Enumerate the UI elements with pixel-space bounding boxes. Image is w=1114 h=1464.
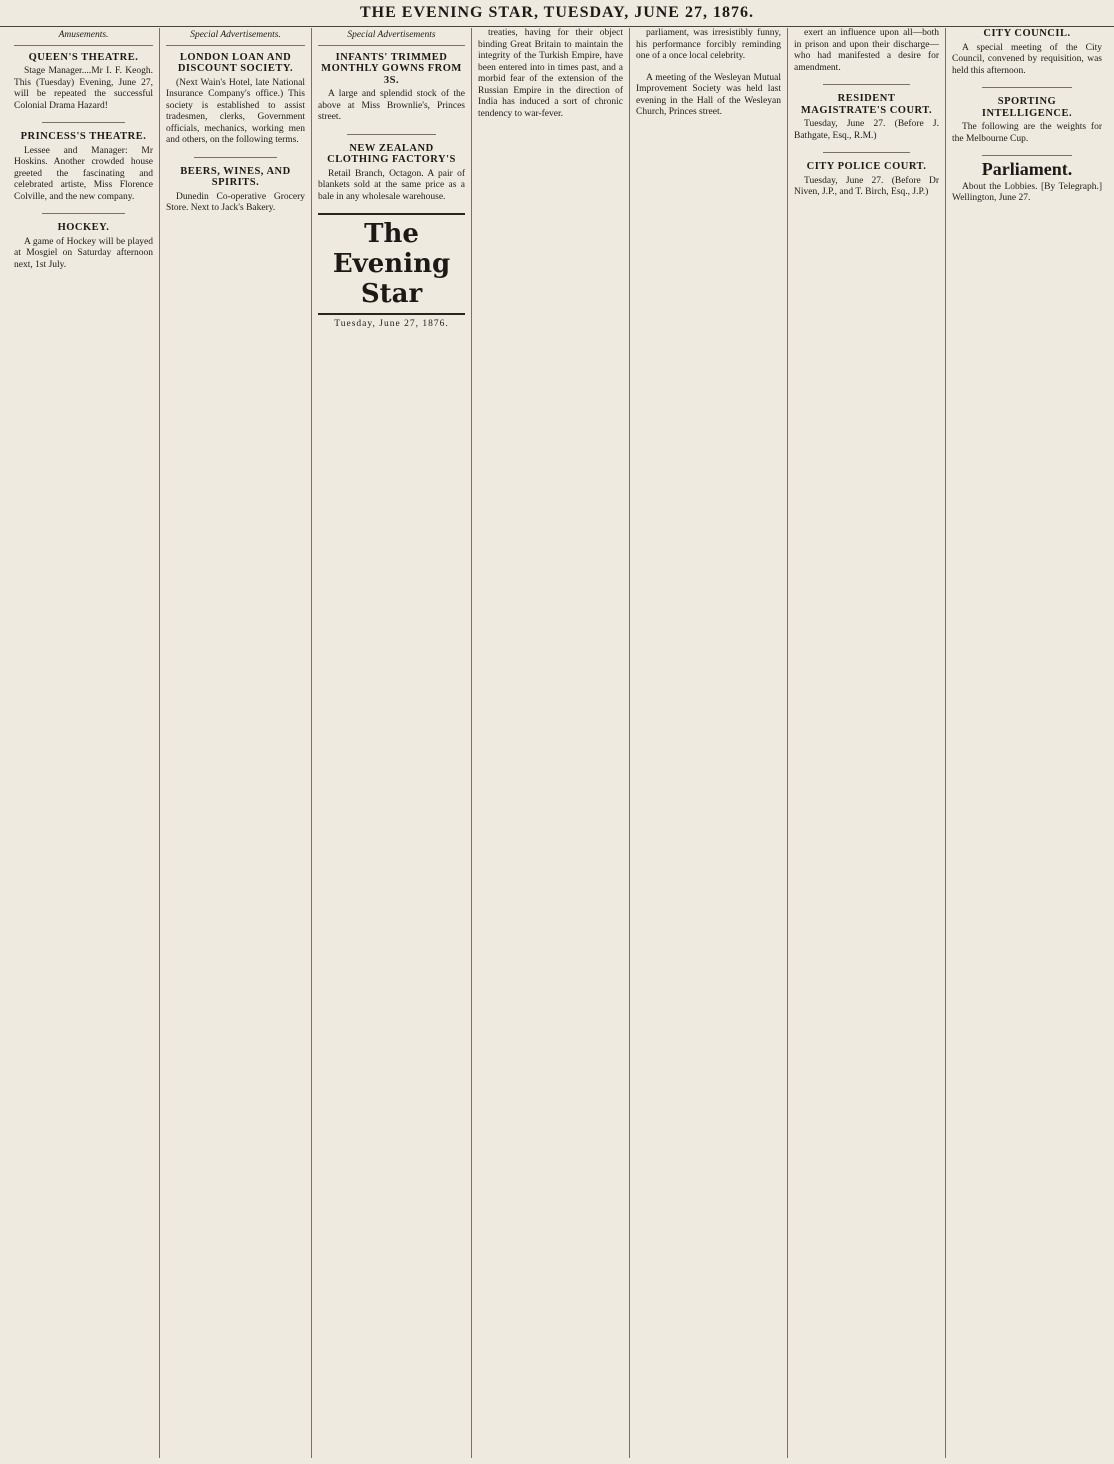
article-heading: SPORTING INTELLIGENCE. — [981, 96, 1073, 119]
article-heading: HOCKEY. — [57, 222, 110, 233]
divider — [42, 213, 125, 214]
article-heading: CITY POLICE COURT. — [806, 161, 927, 172]
article — [318, 52, 465, 124]
article-body: Tuesday, June 27. (Before Dr Niven, J.P., and T. Birch, Esq., J.P.) — [794, 175, 939, 197]
article — [14, 52, 153, 113]
article-body: treaties, having for their object binding Great Britain to maintain the integrity of the Turkish Empire, have been entered into in times past, and a morbid fear of the extension of the Russian Empire in the direction of India has induced a sort of chronic tendency to war-fever. — [478, 28, 623, 119]
divider — [823, 84, 910, 85]
article-heading: BEERS, WINES, AND SPIRITS. — [180, 165, 291, 188]
article-body: Lessee and Manager: Mr Hoskins. Another crowded house greeted the fascinating and celebrated artiste, Miss Florence Colville, and the new company. — [14, 145, 153, 202]
column-7 — [946, 28, 1108, 1458]
article — [166, 52, 305, 147]
article-body: A special meeting of the City Council, convened by requisition, was held this afternoon. — [952, 42, 1102, 76]
article-body: Dunedin Co-operative Grocery Store. Next to Jack's Bakery. — [166, 191, 305, 213]
divider — [347, 134, 435, 135]
article-heading: LONDON LOAN AND DISCOUNT SOCIETY. — [177, 51, 294, 74]
article — [14, 222, 153, 271]
article-body: Retail Branch, Octagon. A pair of blankets sold at the same price as a bale in any wholesale warehouse. — [318, 168, 465, 202]
divider — [823, 152, 910, 153]
columns — [8, 28, 1108, 1458]
article-body: Tuesday, June 27. (Before J. Bathgate, Esq., R.M.) — [794, 119, 939, 141]
article-heading: RESIDENT MAGISTRATE'S COURT. — [800, 93, 933, 116]
article-body: Stage Manager....Mr I. F. Keogh. This (Tuesday) Evening, June 27, will be repeated the successful Colonial Drama Hazard! — [14, 66, 153, 111]
article — [636, 28, 781, 63]
column-6 — [788, 28, 946, 1458]
article — [166, 166, 305, 215]
article — [794, 28, 939, 74]
article-heading: Parliament. — [981, 159, 1073, 179]
column-4 — [472, 28, 630, 1458]
article — [952, 28, 1102, 77]
article-body: parliament, was irresistibly funny, his performance forcibly reminding one of a once local celebrity. — [636, 28, 781, 61]
article-heading: QUEEN'S THEATRE. — [28, 51, 139, 63]
column-header: Special Advertisements — [318, 30, 465, 46]
article-heading: CITY COUNCIL. — [983, 28, 1071, 39]
article — [636, 73, 781, 119]
article — [478, 28, 623, 120]
article-body: (Next Wain's Hotel, late National Insurance Company's office.) This society is established to assist tradesmen, clerks, Government officials, mechanics, working men and others, on the following terms. — [166, 77, 305, 145]
article-heading: PRINCESS'S THEATRE. — [20, 131, 147, 142]
column-1 — [8, 28, 160, 1458]
divider — [982, 155, 1072, 156]
masthead — [0, 0, 1114, 27]
column-5 — [630, 28, 788, 1458]
dateline: Tuesday, June 27, 1876. — [334, 319, 449, 329]
divider — [982, 87, 1072, 88]
article-body: The following are the weights for the Melbourne Cup. — [952, 122, 1102, 144]
article — [318, 143, 465, 204]
paper-nameplate: The Evening Star — [318, 213, 465, 315]
article-body: A large and splendid stock of the above at Miss Brownlie's, Princes street. — [318, 89, 465, 122]
article — [952, 159, 1102, 205]
article-heading: NEW ZEALAND CLOTHING FACTORY'S — [327, 142, 456, 165]
article-body: A game of Hockey will be played at Mosgiel on Saturday afternoon next, 1st July. — [14, 236, 153, 270]
divider — [42, 122, 125, 123]
article-body: exert an influence upon all—both in prison and upon their discharge—who had manifested a desire for amendment. — [794, 28, 939, 73]
article-body: A meeting of the Wesleyan Mutual Improvement Society was held last evening in the Hall of the Wesleyan Church, Princes street. — [636, 72, 781, 117]
article — [794, 93, 939, 142]
article — [14, 131, 153, 203]
divider — [194, 157, 277, 158]
column-3 — [312, 28, 472, 1458]
column-2 — [160, 28, 312, 1458]
column-header: Special Advertisements. — [166, 30, 305, 46]
article — [794, 161, 939, 199]
article-body: About the Lobbies. [By Telegraph.] Wellington, June 27. — [952, 181, 1102, 203]
article — [952, 96, 1102, 145]
column-header: Amusements. — [14, 30, 153, 46]
article-heading: INFANTS' TRIMMED MONTHLY GOWNS FROM 3S. — [321, 51, 462, 86]
masthead-title: THE EVENING STAR, TUESDAY, JUNE 27, 1876. — [360, 4, 754, 21]
